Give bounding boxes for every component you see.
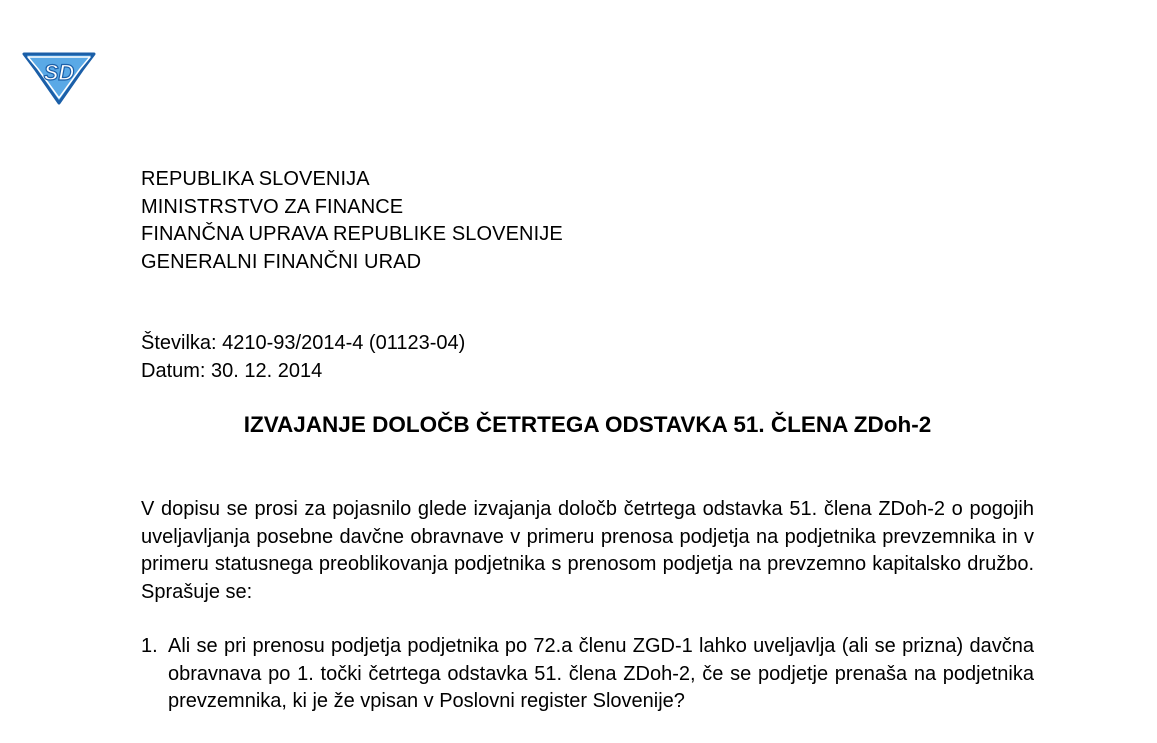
logo-text: SD <box>43 60 75 85</box>
header-line-administration: FINANČNA UPRAVA REPUBLIKE SLOVENIJE <box>141 223 563 245</box>
question-list <box>141 633 1034 716</box>
question-text: Ali se pri prenosu podjetja podjetnika po 72.a členu ZGD-1 lahko uveljavlja (ali se prizna) davčna obravnava po 1. točki četrtega odstavka 51. člena ZDoh-2, če se podjetje prenaša na podjetnika prevzemnika, ki je že vpisan v Poslovni register Slovenije? <box>168 635 1034 712</box>
document-date: Datum: 30. 12. 2014 <box>141 359 323 382</box>
document-number: Številka: 4210-93/2014-4 (01123-04) <box>141 332 466 354</box>
header-line-republic: REPUBLIKA SLOVENIJA <box>141 168 370 190</box>
issuer-header <box>141 166 563 276</box>
header-line-ministry: MINISTRSTVO ZA FINANCE <box>141 195 404 218</box>
document-title: IZVAJANJE DOLOČB ČETRTEGA ODSTAVKA 51. ČLENA ZDoh-2 <box>243 412 932 437</box>
header-line-office: GENERALNI FINANČNI URAD <box>141 250 422 273</box>
question-item <box>141 633 1034 716</box>
logo <box>20 48 98 106</box>
intro-paragraph: V dopisu se prosi za pojasnilo glede izvajanja določb četrtega odstavka 51. člena ZDoh-2 o pogojih uveljavljanja posebne davčne obravnave v primeru prenosa podjetja na podjetnika prevzemnika in v primeru statusnega preoblikovanja podjetnika s prenosom podjetja na prevzemno kapitalsko družbo. Sprašuje se: <box>141 498 1034 603</box>
sd-logo-icon <box>20 48 98 106</box>
document-meta <box>141 330 465 385</box>
question-number: 1. <box>141 635 158 657</box>
